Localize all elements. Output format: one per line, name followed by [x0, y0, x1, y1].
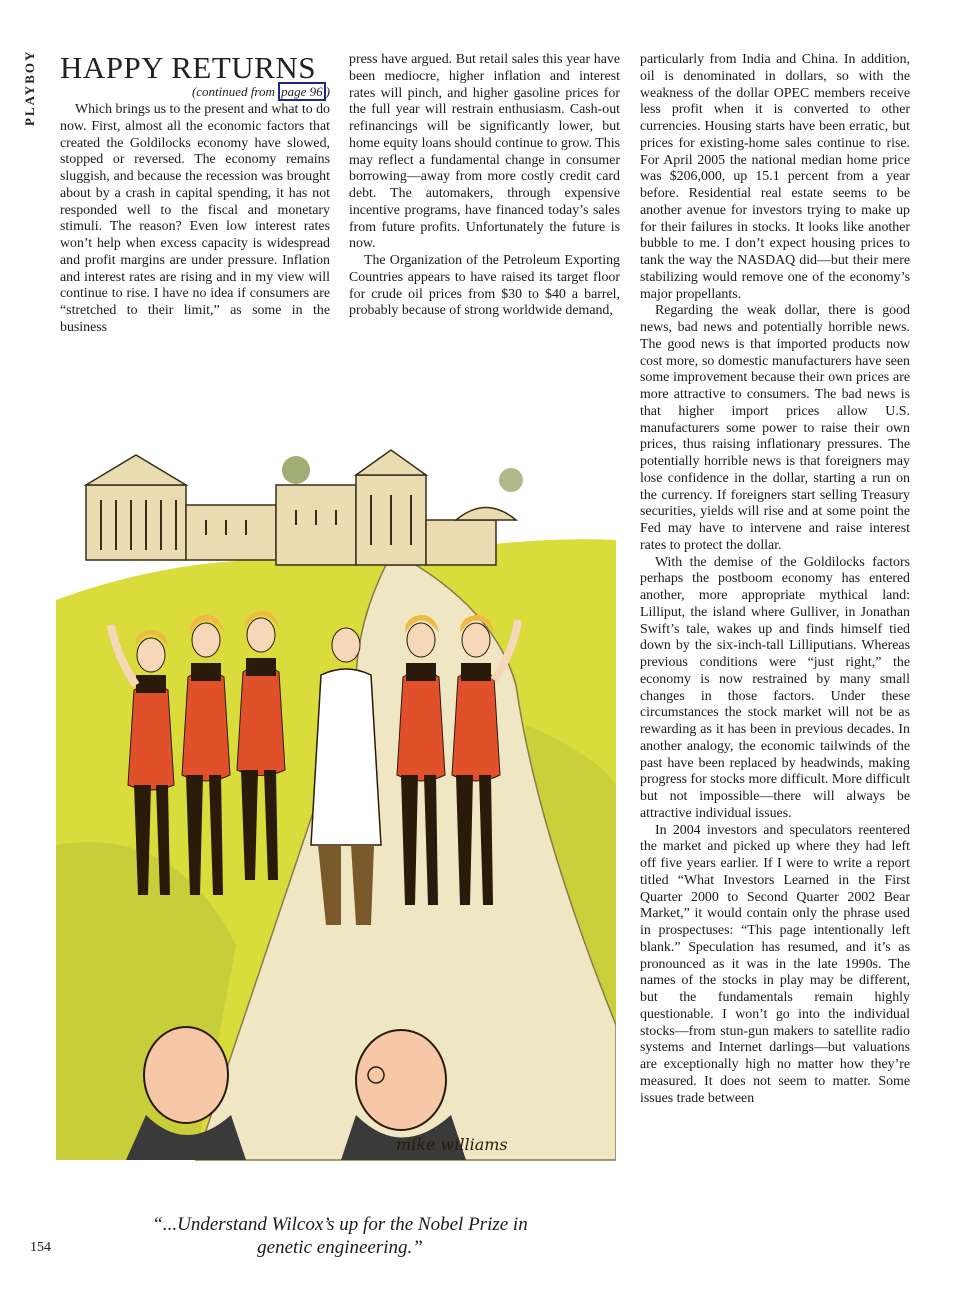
- paragraph: particularly from India and China. In addition, oil is denominated in dollars, so with the weakness of the dollar OPEC members receive less profit when it is converted to other currencies. Housing starts have been erratic, but prices for existing-home sales continue to rise. For April 2005 the national median home price was $206,000, up 15.1 percent from a year before. Residential real estate seems to be another avenue for investors trying to make up for their failures in stocks. It looks like another bubble to me. I don’t expect housing prices to tank the way the NASDAQ did—but their mere stabilizing would remove one of the economy’s major propellants.: [640, 52, 910, 302]
- paragraph: With the demise of the Goldilocks factors perhaps the postboom economy has entered another, more appropriate mythical land: Lilliput, the island where Gulliver, in Jonathan Swift’s tale, wakes up and finds himself tied down by the six-inch-tall Lilliputians. Whereas previous conditions were “just right,” the economy is now restrained by many small changes in those factors. Under these circumstances the stock market will not be as rewarding as it has been in previous decades. In another analogy, the economic tailwinds of the past have been replaced by headwinds, making progress for stocks more difficult. More difficult but not impossible—there will always be attractive individual issues.: [640, 554, 910, 821]
- text-column-2: [349, 52, 620, 320]
- tree: [282, 456, 310, 484]
- continued-suffix: ): [325, 84, 330, 99]
- paragraph: Regarding the weak dollar, there is good news, bad news and potentially horrible news. The good news is that imported products now cost more, so domestic manufacturers have seen some improvement because their own prices are more attractive to consumers. The bad news is that higher import prices allow U.S. manufacturers some power to raise their own prices, thus raising inflationary pressures. The potentially horrible news is that foreigners may lose confidence in the dollar, starting a run on the currency. If foreigners start selling Treasury securities, yields will rise and at some point the Fed may have to intervene and raise interest rates to protect the dollar.: [640, 303, 910, 553]
- paragraph: In 2004 investors and speculators reentered the market and picked up where they had left off five years earlier. If I were to write a report titled “What Investors Learned in the First Quarter 2000 to Second Quarter 2002 Bear Market,” it would contain only the phrase used in prospectuses: “This page intentionally left blank.” Speculation has resumed, and it’s as pronounced as it was in the late 1990s. The names of the stocks in play may be different, but the fundamentals remain highly questionable. I won’t go into the individual stocks—from stun-gun makers to satellite radio systems and Internet darlings—but valuations are exceptionally high no matter how they’re measured. It does not seem to matter. Some issues trade between: [640, 822, 910, 1106]
- page-link[interactable]: page 96: [278, 82, 326, 101]
- text-column-3: [640, 52, 910, 1107]
- caption-line-1: “...Understand Wilcox’s up for the Nobel Prize in: [152, 1214, 528, 1235]
- article-title: HAPPY RETURNS: [60, 50, 316, 85]
- continued-note: [60, 84, 330, 100]
- magazine-name-vertical: PLAYBOY: [22, 50, 37, 127]
- paragraph: The Organization of the Petroleum Exporting Countries appears to have raised its target floor for crude oil prices from $30 to $40 a barrel, probably because of strong worldwide demand,: [349, 253, 620, 319]
- caption-line-2: genetic engineering.”: [257, 1237, 423, 1258]
- page-number: 154: [30, 1240, 51, 1255]
- paragraph: Which brings us to the present and what to do now. First, almost all the economic factors that created the Goldilocks economy have slowed, stopped or reversed. The economy remains sluggish, and because the recession was brought about by a crash in capital spending, it has not responded well to the fiscal and monetary stimuli. The reason? Even low interest rates won’t help when excess capacity is widespread and profit margins are under pressure. Inflation and interest rates are rising and in my view will continue to rise. I have no idea if consumers are “stretched to their limit,” as some in the business: [60, 102, 330, 335]
- cartoon-illustration: [56, 425, 616, 1205]
- cartoon-signature: mike williams: [396, 1135, 508, 1154]
- continued-prefix: (continued from: [191, 84, 279, 99]
- tree: [499, 468, 523, 492]
- cartoon-caption: [60, 1213, 620, 1259]
- paragraph: press have argued. But retail sales this year have been mediocre, higher inflation and interest rates will pinch, and higher gasoline prices for the full year will restrain enthusiasm. Cash-out refinancings will be significantly lower, but home equity loans should continue to grow. This may reflect a fundamental change in consumer borrowing—away from more costly credit card debt. The automakers, through expensive incentive programs, have financed today’s sales from future profits. Unfortunately the future is now.: [349, 52, 620, 252]
- text-column-1: [60, 102, 330, 337]
